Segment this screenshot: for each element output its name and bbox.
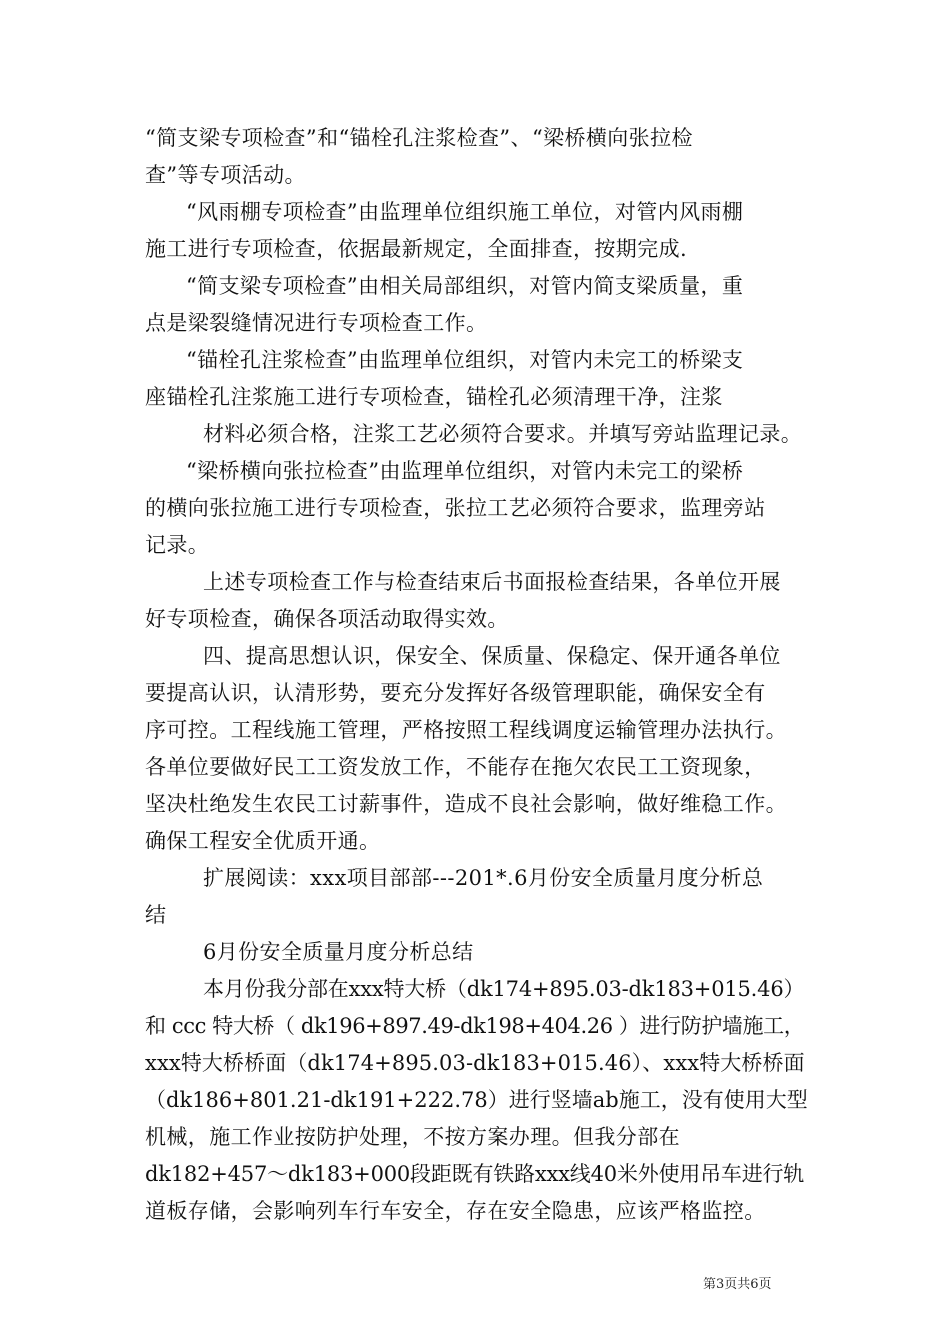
text-line: 的横向张拉施工进行专项检查，张拉工艺必须符合要求，监理旁站: [145, 496, 766, 520]
text-line: 扩展阅读：xxx项目部部---201*.6月份安全质量月度分析总: [203, 866, 764, 890]
text-line: 坚决杜绝发生农民工讨薪事件，造成不良社会影响，做好维稳工作。: [145, 792, 787, 816]
text-line: 施工进行专项检查，依据最新规定，全面排查，按期完成.: [145, 237, 688, 261]
page-number: 第3页共6页: [703, 1277, 772, 1292]
text-line: “简支梁专项检查”和“锚栓孔注浆检查”、“梁桥横向张拉检: [145, 126, 693, 150]
text-line: “简支梁专项检查”由相关局部组织，对管内简支梁质量，重: [186, 274, 744, 298]
text-line: 道板存储，会影响列车行车安全，存在安全隐患，应该严格监控。: [145, 1199, 766, 1223]
text-line: 记录。: [145, 533, 210, 557]
text-line: 本月份我分部在xxx特大桥（dk174+895.03-dk183+015.46）: [203, 977, 805, 1001]
text-line: （dk186+801.21-dk191+222.78）进行竖墙ab施工，没有使用大型: [145, 1088, 808, 1112]
text-line: 四、提高思想认识，保安全、保质量、保稳定、保开通各单位: [203, 644, 781, 668]
text-line: 材料必须合格，注浆工艺必须符合要求。并填写旁站监理记录。: [203, 422, 803, 446]
text-line: 上述专项检查工作与检查结束后书面报检查结果，各单位开展: [203, 570, 781, 594]
text-line: 和 ccc 特大桥（ dk196+897.49-dk198+404.26 ）进行防护墙施工，: [145, 1014, 805, 1038]
text-line: 序可控。工程线施工管理，严格按照工程线调度运输管理办法执行。: [145, 718, 787, 742]
text-line: 结: [145, 903, 167, 927]
text-line: “梁桥横向张拉检查”由监理单位组织，对管内未完工的梁桥: [186, 459, 744, 483]
text-line: 要提高认识，认清形势，要充分发挥好各级管理职能，确保安全有: [145, 681, 766, 705]
text-line: 机械，施工作业按防护处理，不按方案办理。但我分部在: [145, 1125, 680, 1149]
text-line: 点是梁裂缝情况进行专项检查工作。: [145, 311, 488, 335]
text-line: “锚栓孔注浆检查”由监理单位组织，对管内未完工的桥梁支: [186, 348, 744, 372]
text-line: “风雨棚专项检查”由监理单位组织施工单位，对管内风雨棚: [186, 200, 744, 224]
text-line: 座锚栓孔注浆施工进行专项检查，锚栓孔必须清理干净，注浆: [145, 385, 723, 409]
text-line: xxx特大桥桥面（dk174+895.03-dk183+015.46）、xxx特大桥桥面: [145, 1051, 805, 1075]
text-line: dk182+457～dk183+000段距既有铁路xxx线40米外使用吊车进行轨: [145, 1162, 805, 1186]
text-line: 好专项检查，确保各项活动取得实效。: [145, 607, 509, 631]
text-line: 查”等专项活动。: [145, 163, 306, 187]
text-line: 各单位要做好民工工资发放工作，不能存在拖欠农民工工资现象，: [145, 755, 766, 779]
section-heading: 6月份安全质量月度分析总结: [203, 940, 474, 964]
text-line: 确保工程安全优质开通。: [145, 829, 381, 853]
